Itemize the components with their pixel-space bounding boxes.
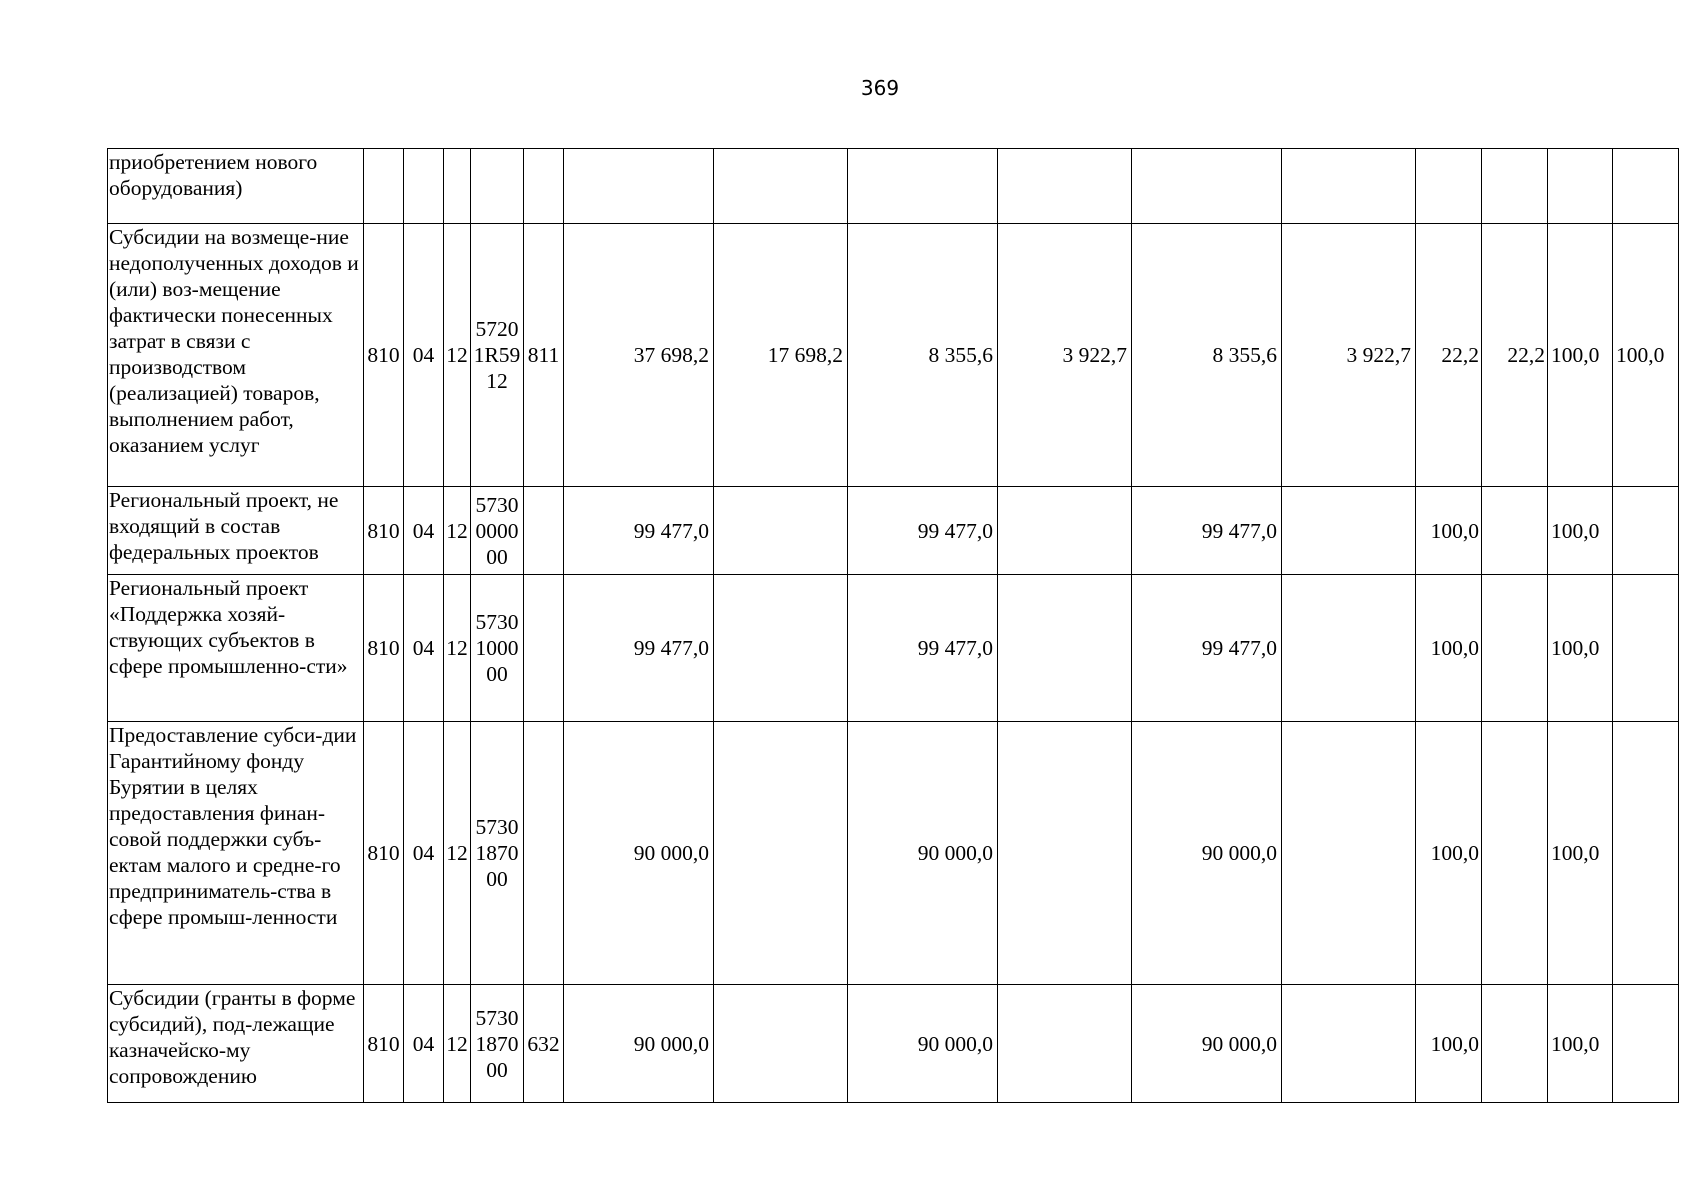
percent-3: 100,0 bbox=[1548, 985, 1613, 1103]
value-1: 99 477,0 bbox=[564, 575, 714, 722]
value-1: 90 000,0 bbox=[564, 722, 714, 985]
subsection-code: 12 bbox=[444, 575, 471, 722]
target-article-code bbox=[471, 224, 524, 487]
expense-type-code: 811 bbox=[524, 224, 564, 487]
subsection-code bbox=[444, 149, 471, 224]
target-article-part: 00 bbox=[486, 867, 508, 891]
value-1: 37 698,2 bbox=[564, 224, 714, 487]
target-article-code bbox=[471, 487, 524, 575]
value-3: 99 477,0 bbox=[848, 575, 998, 722]
percent-1: 100,0 bbox=[1416, 985, 1482, 1103]
percent-2 bbox=[1482, 149, 1548, 224]
section-code bbox=[404, 149, 444, 224]
target-article-part: 00 bbox=[486, 662, 508, 686]
target-article-part: 1870 bbox=[475, 1031, 519, 1056]
percent-1: 100,0 bbox=[1416, 487, 1482, 575]
row-name: Предоставление субси-дии Гарантийному фонду Бурятии в целях предоставления финан-совой поддержки субъ-ектам малого и средне-го предприниматель-ства в сфере промыш-ленности bbox=[108, 722, 364, 985]
percent-4 bbox=[1613, 487, 1679, 575]
value-6 bbox=[1282, 575, 1416, 722]
percent-3: 100,0 bbox=[1548, 224, 1613, 487]
row-name: приобретением нового оборудования) bbox=[108, 149, 364, 224]
value-5: 8 355,6 bbox=[1132, 224, 1282, 487]
percent-3 bbox=[1548, 149, 1613, 224]
percent-2 bbox=[1482, 487, 1548, 575]
value-2 bbox=[714, 575, 848, 722]
target-article-part: 12 bbox=[486, 369, 508, 393]
subsection-code: 12 bbox=[444, 722, 471, 985]
target-article-part: 1870 bbox=[475, 841, 519, 865]
percent-2 bbox=[1482, 985, 1548, 1103]
subsection-code: 12 bbox=[444, 224, 471, 487]
target-article-part: 1R59 bbox=[473, 343, 521, 367]
section-code: 04 bbox=[404, 487, 444, 575]
table-row bbox=[108, 149, 1679, 224]
value-2: 17 698,2 bbox=[714, 224, 848, 487]
target-article-part: 5730 bbox=[475, 610, 519, 634]
percent-2 bbox=[1482, 575, 1548, 722]
value-6 bbox=[1282, 985, 1416, 1103]
percent-1: 100,0 bbox=[1416, 575, 1482, 722]
target-article-code bbox=[471, 722, 524, 985]
value-2 bbox=[714, 487, 848, 575]
percent-4 bbox=[1613, 149, 1679, 224]
expense-type-code bbox=[524, 722, 564, 985]
section-code: 04 bbox=[404, 575, 444, 722]
target-article-part: 5730 bbox=[475, 1005, 519, 1030]
percent-4 bbox=[1613, 575, 1679, 722]
value-3: 99 477,0 bbox=[848, 487, 998, 575]
percent-4 bbox=[1613, 722, 1679, 985]
value-1: 99 477,0 bbox=[564, 487, 714, 575]
value-3 bbox=[848, 149, 998, 224]
page-number: 369 bbox=[860, 76, 900, 100]
percent-3: 100,0 bbox=[1548, 575, 1613, 722]
percent-1: 100,0 bbox=[1416, 722, 1482, 985]
expense-type-code: 632 bbox=[524, 985, 564, 1103]
grbs-code: 810 bbox=[364, 224, 404, 487]
table-row bbox=[108, 575, 1679, 722]
value-4 bbox=[998, 487, 1132, 575]
target-article-code bbox=[471, 575, 524, 722]
value-4: 3 922,7 bbox=[998, 224, 1132, 487]
row-name: Субсидии (гранты в форме субсидий), под-лежащие казначейско-му сопровождению bbox=[108, 985, 364, 1103]
value-2 bbox=[714, 722, 848, 985]
percent-1 bbox=[1416, 149, 1482, 224]
value-5: 90 000,0 bbox=[1132, 985, 1282, 1103]
table-row bbox=[108, 985, 1679, 1103]
target-article-part: 00 bbox=[486, 544, 508, 569]
grbs-code bbox=[364, 149, 404, 224]
value-1: 90 000,0 bbox=[564, 985, 714, 1103]
expense-type-code bbox=[524, 575, 564, 722]
percent-3: 100,0 bbox=[1548, 722, 1613, 985]
expense-type-code bbox=[524, 487, 564, 575]
section-code: 04 bbox=[404, 722, 444, 985]
percent-1: 22,2 bbox=[1416, 224, 1482, 487]
grbs-code: 810 bbox=[364, 487, 404, 575]
value-1 bbox=[564, 149, 714, 224]
value-6 bbox=[1282, 487, 1416, 575]
value-4 bbox=[998, 575, 1132, 722]
target-article-part: 0000 bbox=[475, 518, 519, 543]
percent-2 bbox=[1482, 722, 1548, 985]
target-article-part: 5720 bbox=[475, 317, 519, 341]
value-6 bbox=[1282, 149, 1416, 224]
expense-type-code bbox=[524, 149, 564, 224]
value-3: 90 000,0 bbox=[848, 985, 998, 1103]
percent-3: 100,0 bbox=[1548, 487, 1613, 575]
value-3: 8 355,6 bbox=[848, 224, 998, 487]
target-article-part: 5730 bbox=[475, 815, 519, 839]
row-name: Субсидии на возмеще-ние недополученных доходов и (или) воз-мещение фактически понесенных затрат в связи с производством (реализацией) товаров, выполнением работ, оказанием услуг bbox=[108, 224, 364, 487]
subsection-code: 12 bbox=[444, 985, 471, 1103]
target-article-part: 00 bbox=[486, 1057, 508, 1082]
percent-2: 22,2 bbox=[1482, 224, 1548, 487]
value-5: 90 000,0 bbox=[1132, 722, 1282, 985]
row-name: Региональный проект «Поддержка хозяй-ствующих субъектов в сфере промышленно-сти» bbox=[108, 575, 364, 722]
table-row bbox=[108, 224, 1679, 487]
section-code: 04 bbox=[404, 985, 444, 1103]
target-article-part: 1000 bbox=[475, 636, 519, 660]
value-2 bbox=[714, 985, 848, 1103]
value-5 bbox=[1132, 149, 1282, 224]
table-row bbox=[108, 487, 1679, 575]
value-4 bbox=[998, 985, 1132, 1103]
target-article-code bbox=[471, 149, 524, 224]
value-2 bbox=[714, 149, 848, 224]
value-3: 90 000,0 bbox=[848, 722, 998, 985]
percent-4 bbox=[1613, 985, 1679, 1103]
section-code: 04 bbox=[404, 224, 444, 487]
table-row bbox=[108, 722, 1679, 985]
value-4 bbox=[998, 149, 1132, 224]
value-4 bbox=[998, 722, 1132, 985]
row-name: Региональный проект, не входящий в состав федеральных проектов bbox=[108, 487, 364, 575]
value-6 bbox=[1282, 722, 1416, 985]
value-5: 99 477,0 bbox=[1132, 487, 1282, 575]
grbs-code: 810 bbox=[364, 575, 404, 722]
grbs-code: 810 bbox=[364, 985, 404, 1103]
value-6: 3 922,7 bbox=[1282, 224, 1416, 487]
target-article-part: 5730 bbox=[475, 492, 519, 517]
target-article-code bbox=[471, 985, 524, 1103]
percent-4: 100,0 bbox=[1613, 224, 1679, 487]
budget-table bbox=[107, 148, 1679, 1103]
value-5: 99 477,0 bbox=[1132, 575, 1282, 722]
grbs-code: 810 bbox=[364, 722, 404, 985]
subsection-code: 12 bbox=[444, 487, 471, 575]
